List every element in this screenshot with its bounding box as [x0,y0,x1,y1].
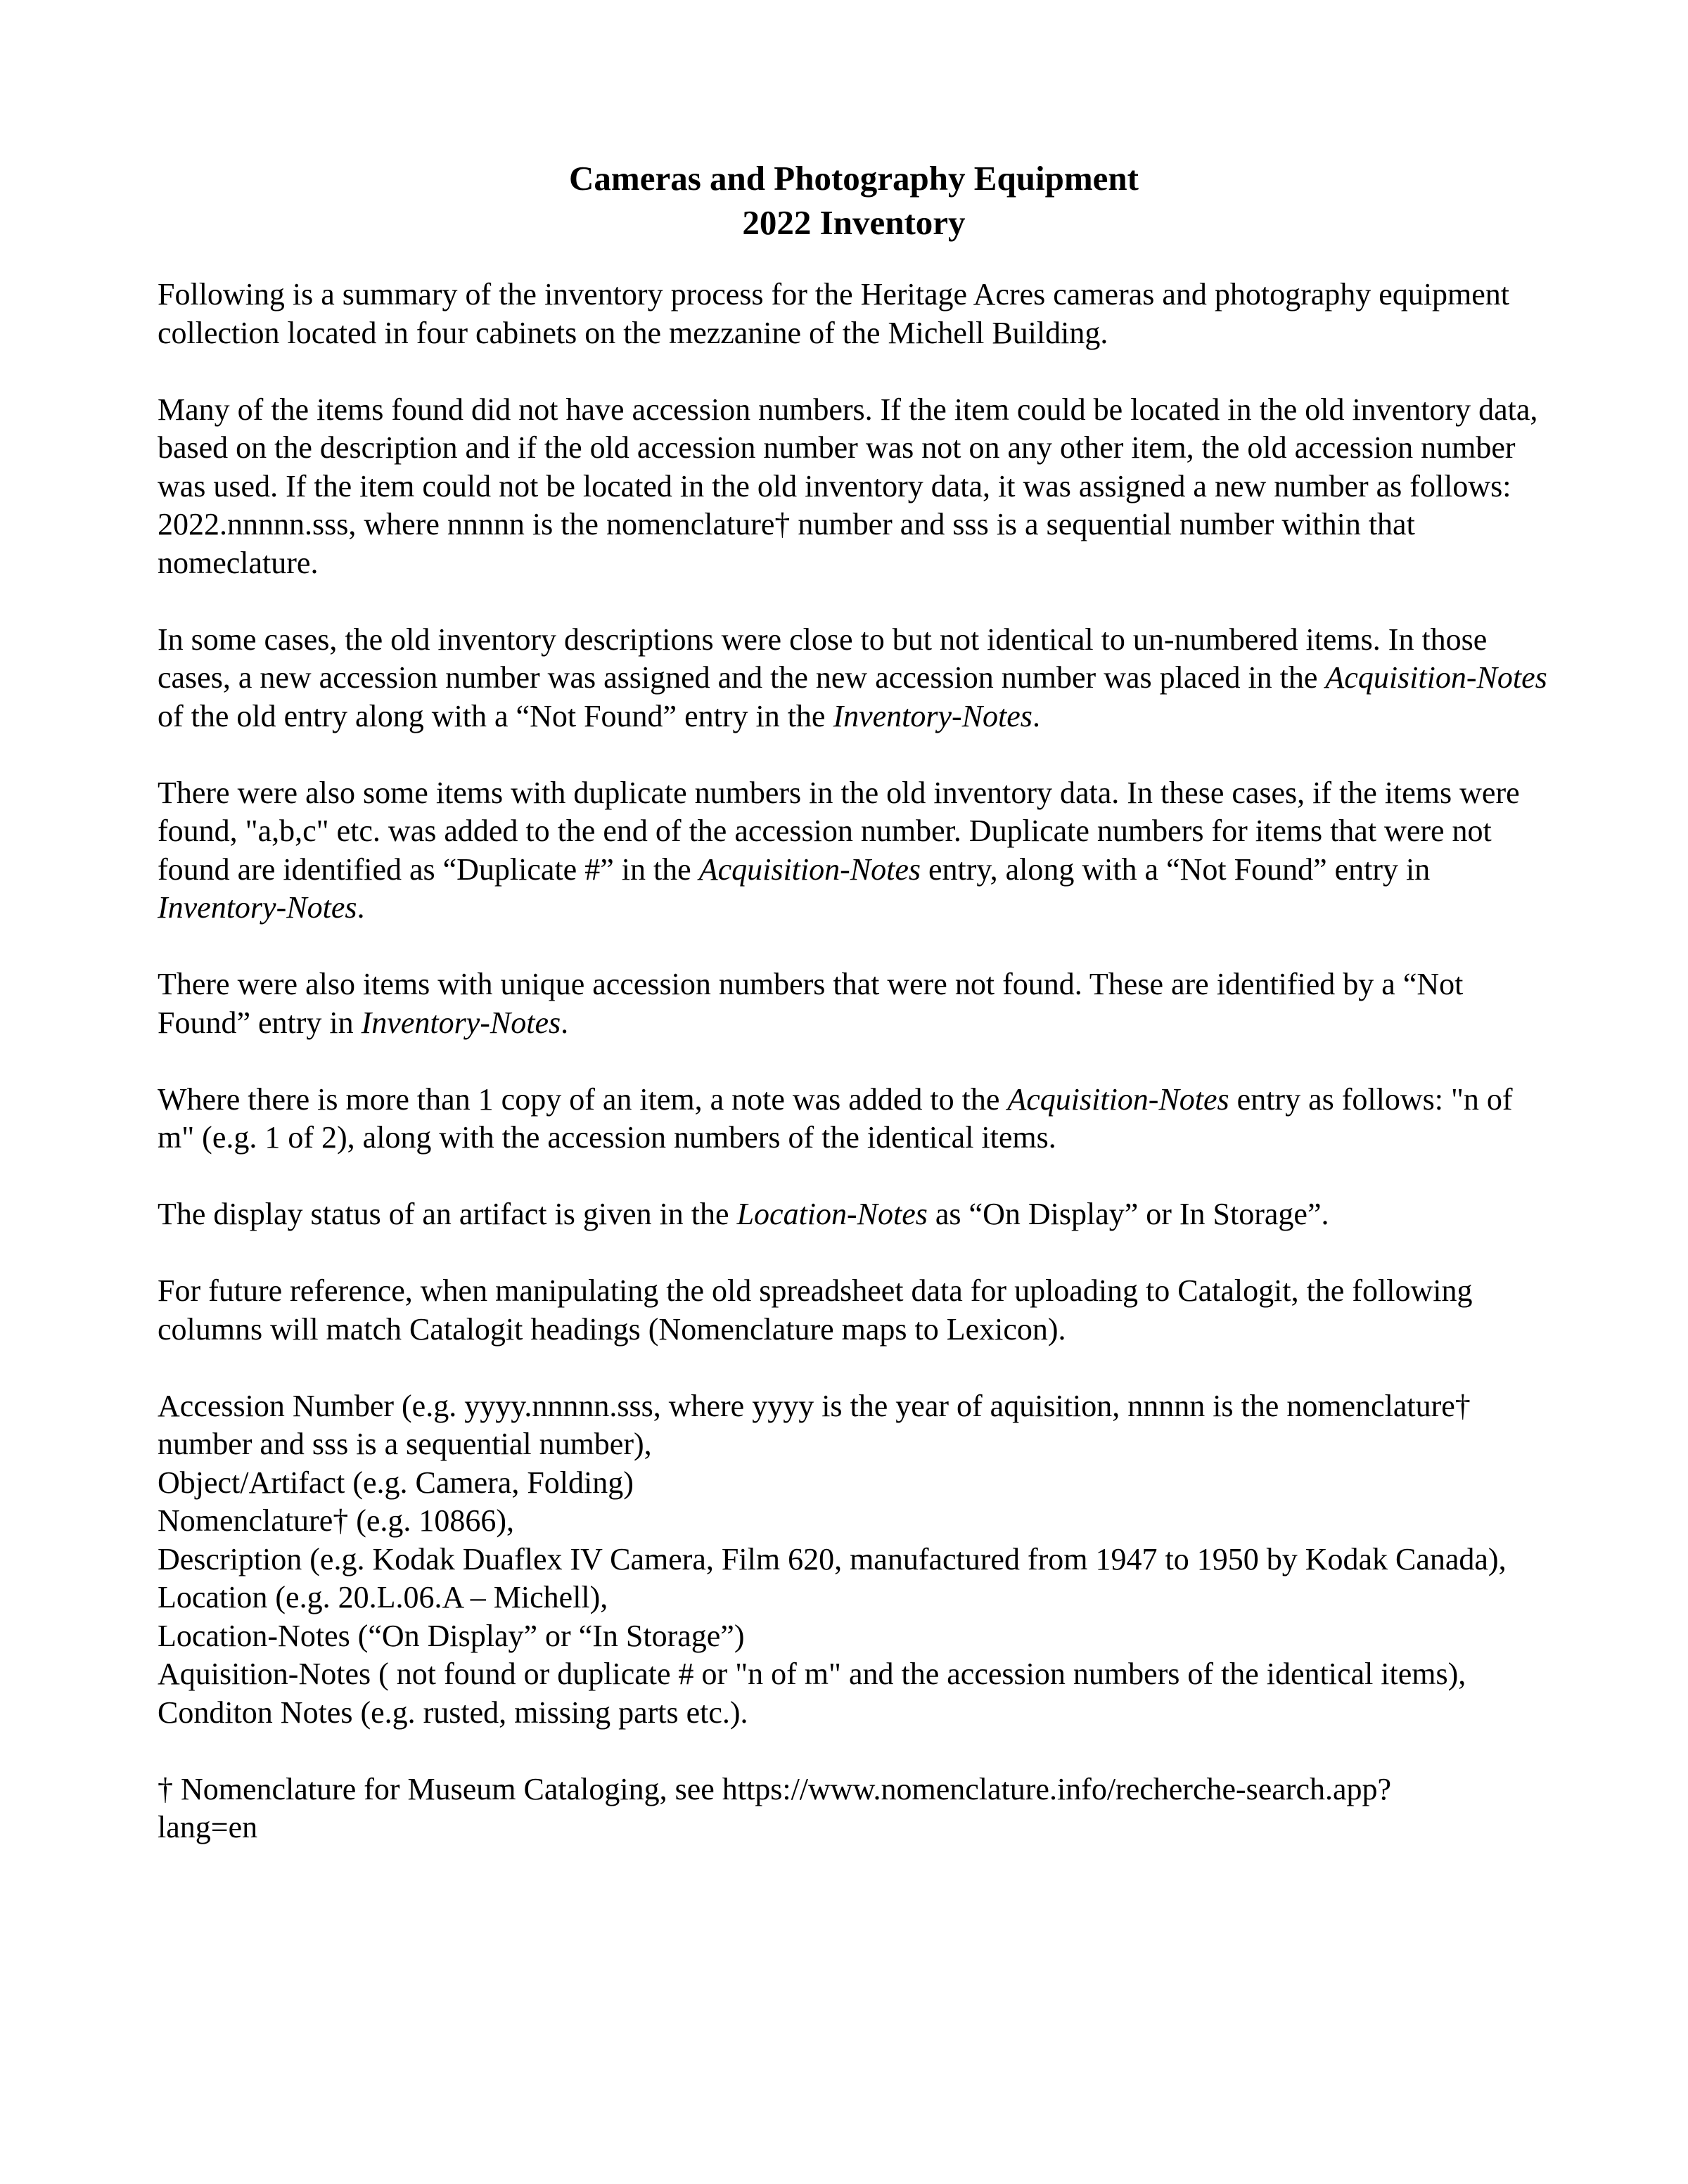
column-item: Accession Number (e.g. yyyy.nnnnn.sss, where yyyy is the year of aquisition, nnnnn is the nomenclature† number and sss is a sequential number), [158,1388,1471,1461]
footnote [158,1771,1550,1847]
column-item: Location (e.g. 20.L.06.A – Michell), [158,1580,608,1614]
not-found-paragraph: There were also items with unique accession numbers that were not found. These are identified by a “Not Found” entry in Inventory-Notes. [158,967,1464,1040]
copies-paragraph: Where there is more than 1 copy of an item, a note was added to the Acquisition-Notes entry as follows: "n of m" (e.g. 1 of 2), along with the accession numbers of the identical items. [158,1081,1513,1155]
future-reference-paragraph: For future reference, when manipulating the old spreadsheet data for uploading to Catalogit, the following columns will match Catalogit headings (Nomenclature maps to Lexicon). [158,1273,1473,1347]
accession-numbers-paragraph: Many of the items found did not have accession numbers. If the item could be located in the old inventory data, based on the description and if the old accession number was not on any other item, the old accession number was used. If the item could not be located in the old inventory data, it was assigned a new number as follows: 2022.nnnnn.sss, where nnnnn is the nomenclature† number and sss is a sequential number within that nomeclature. [158,392,1538,580]
column-item: Location-Notes (“On Display” or “In Storage”) [158,1618,745,1653]
column-item: Conditon Notes (e.g. rusted, missing parts etc.). [158,1695,748,1730]
footnote-line-2: lang=en [158,1810,258,1844]
column-item: Nomenclature† (e.g. 10866), [158,1503,515,1538]
title-line-1: Cameras and Photography Equipment [569,159,1139,198]
column-item: Object/Artifact (e.g. Camera, Folding) [158,1465,634,1500]
display-status-paragraph: The display status of an artifact is given in the Location-Notes as “On Display” or In Storage”. [158,1197,1329,1231]
title-line-2: 2022 Inventory [742,203,966,242]
intro-paragraph: Following is a summary of the inventory process for the Heritage Acres cameras and photography equipment collection located in four cabinets on the mezzanine of the Michell Building. [158,277,1510,350]
column-item: Description (e.g. Kodak Duaflex IV Camera, Film 620, manufactured from 1947 to 1950 by Kodak Canada), [158,1541,1507,1576]
document-title [158,156,1550,245]
close-descriptions-paragraph: In some cases, the old inventory descriptions were close to but not identical to un-numbered items. In those cases, a new accession number was assigned and the new accession number was placed in the Acquisition-Notes of the old entry along with a “Not Found” entry in the Inventory-Notes. [158,622,1547,733]
document-page [158,156,1550,1885]
footnote-line-1: † Nomenclature for Museum Cataloging, see https://www.nomenclature.info/recherche-search.app? [158,1771,1392,1806]
duplicate-numbers-paragraph: There were also some items with duplicate numbers in the old inventory data. In these cases, if the items were found, "a,b,c" etc. was added to the end of the accession number. Duplicate numbers for items that were not found are identified as “Duplicate #” in the Acquisition-Notes entry, along with a “Not Found” entry in Inventory-Notes. [158,775,1520,925]
column-item: Aquisition-Notes ( not found or duplicate # or "n of m" and the accession numbers of the identical items), [158,1657,1466,1691]
column-list [158,1387,1550,1733]
